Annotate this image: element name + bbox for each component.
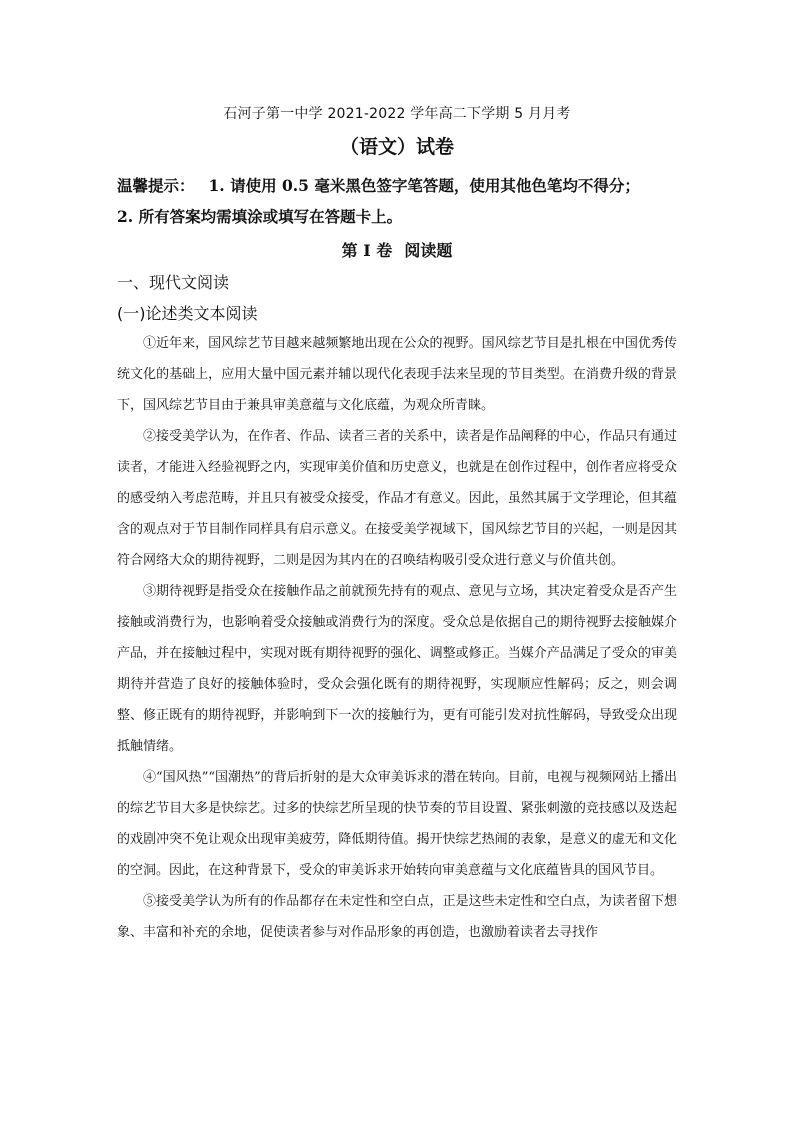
part-label: 第 I 卷 [341, 241, 393, 260]
paragraph-5: ⑤接受美学认为所有的作品都存在未定性和空白点，正是这些未定性和空白点，为读者留下想象、丰富和补充的余地，促使读者参与对作品形象的再创造，也激励着读者去寻找作 [117, 894, 677, 940]
paragraph-3: ③期待视野是指受众在接触作品之前就预先持有的观点、意见与立场，其决定着受众是否产生接触或消费行为，也影响着受众接触或消费行为的深度。受众总是依据自己的期待视野去接触媒介产品，并在接触过程中，实现对既有期待视野的强化、调整或修正。当媒介产品满足了受众的审美期待并营造了良好的接触体验时，受众会强化既有的期待视野，实现顺应性解码；反之，则会调整、修正既有的期待视野，并影响到下一次的接触行为，更有可能引发对抗性解码，导致受众出现抵触情绪。 [117, 584, 677, 754]
school-exam-line: 石河子第一中学 2021-2022 学年高二下学期 5 月月考 [223, 106, 571, 122]
tip-item-1: 1. 请使用 0.5 毫米黑色签字笔答题，使用其他色笔均不得分； [208, 176, 640, 195]
part-heading [0, 238, 794, 261]
tip-item-2: 2. 所有答案均需填涂或填写在答题卡上。 [117, 207, 403, 226]
tip-label: 温馨提示： [117, 176, 195, 195]
paragraph-1: ①近年来，国风综艺节目越来越频繁地出现在公众的视野。国风综艺节目是扎根在中国优秀传统文化的基础上，应用大量中国元素并辅以现代化表现手法来呈现的节目类型。在消费升级的背景下，国风综艺节目由于兼具审美意蕴与文化底蕴，为观众所青睐。 [117, 336, 677, 413]
tip-line-1 [117, 174, 640, 196]
reading-passage [117, 328, 677, 948]
subsection-heading-argumentative: (一)论述类文本阅读 [117, 304, 258, 323]
part-name: 阅读题 [404, 241, 453, 260]
paragraph-2: ②接受美学认为，在作者、作品、读者三者的关系中，读者是作品阐释的中心，作品只有通过读者，才能进入经验视野之内，实现审美价值和历史意义，也就是在创作过程中，创作者应将受众的感受纳入考虑范畴，并且只有被受众接受，作品才有意义。因此，虽然其属于文学理论，但其蕴含的观点对于节目制作同样具有启示意义。在接受美学视域下，国风综艺节目的兴起，一则是因其符合网络大众的期待视野，二则是因为其内在的召唤结构吸引受众进行意义与价值共创。 [117, 429, 677, 568]
exam-title: （语文）试卷 [339, 136, 454, 158]
paragraph-4: ④“国风热”“国潮热”的背后折射的是大众审美诉求的潜在转向。目前，电视与视频网站上播出的综艺节目大多是快综艺。过多的快综艺所呈现的快节奏的节目设置、紧张刺激的竞技感以及迭起的戏剧冲突不免让观众出现审美疲劳，降低期待值。揭开快综艺热闹的表象，是意义的虚无和文化的空洞。因此，在这种背景下，受众的审美诉求开始转向审美意蕴与文化底蕴皆具的国风节目。 [117, 770, 677, 878]
section-heading-modern-reading: 一、现代文阅读 [117, 273, 230, 292]
